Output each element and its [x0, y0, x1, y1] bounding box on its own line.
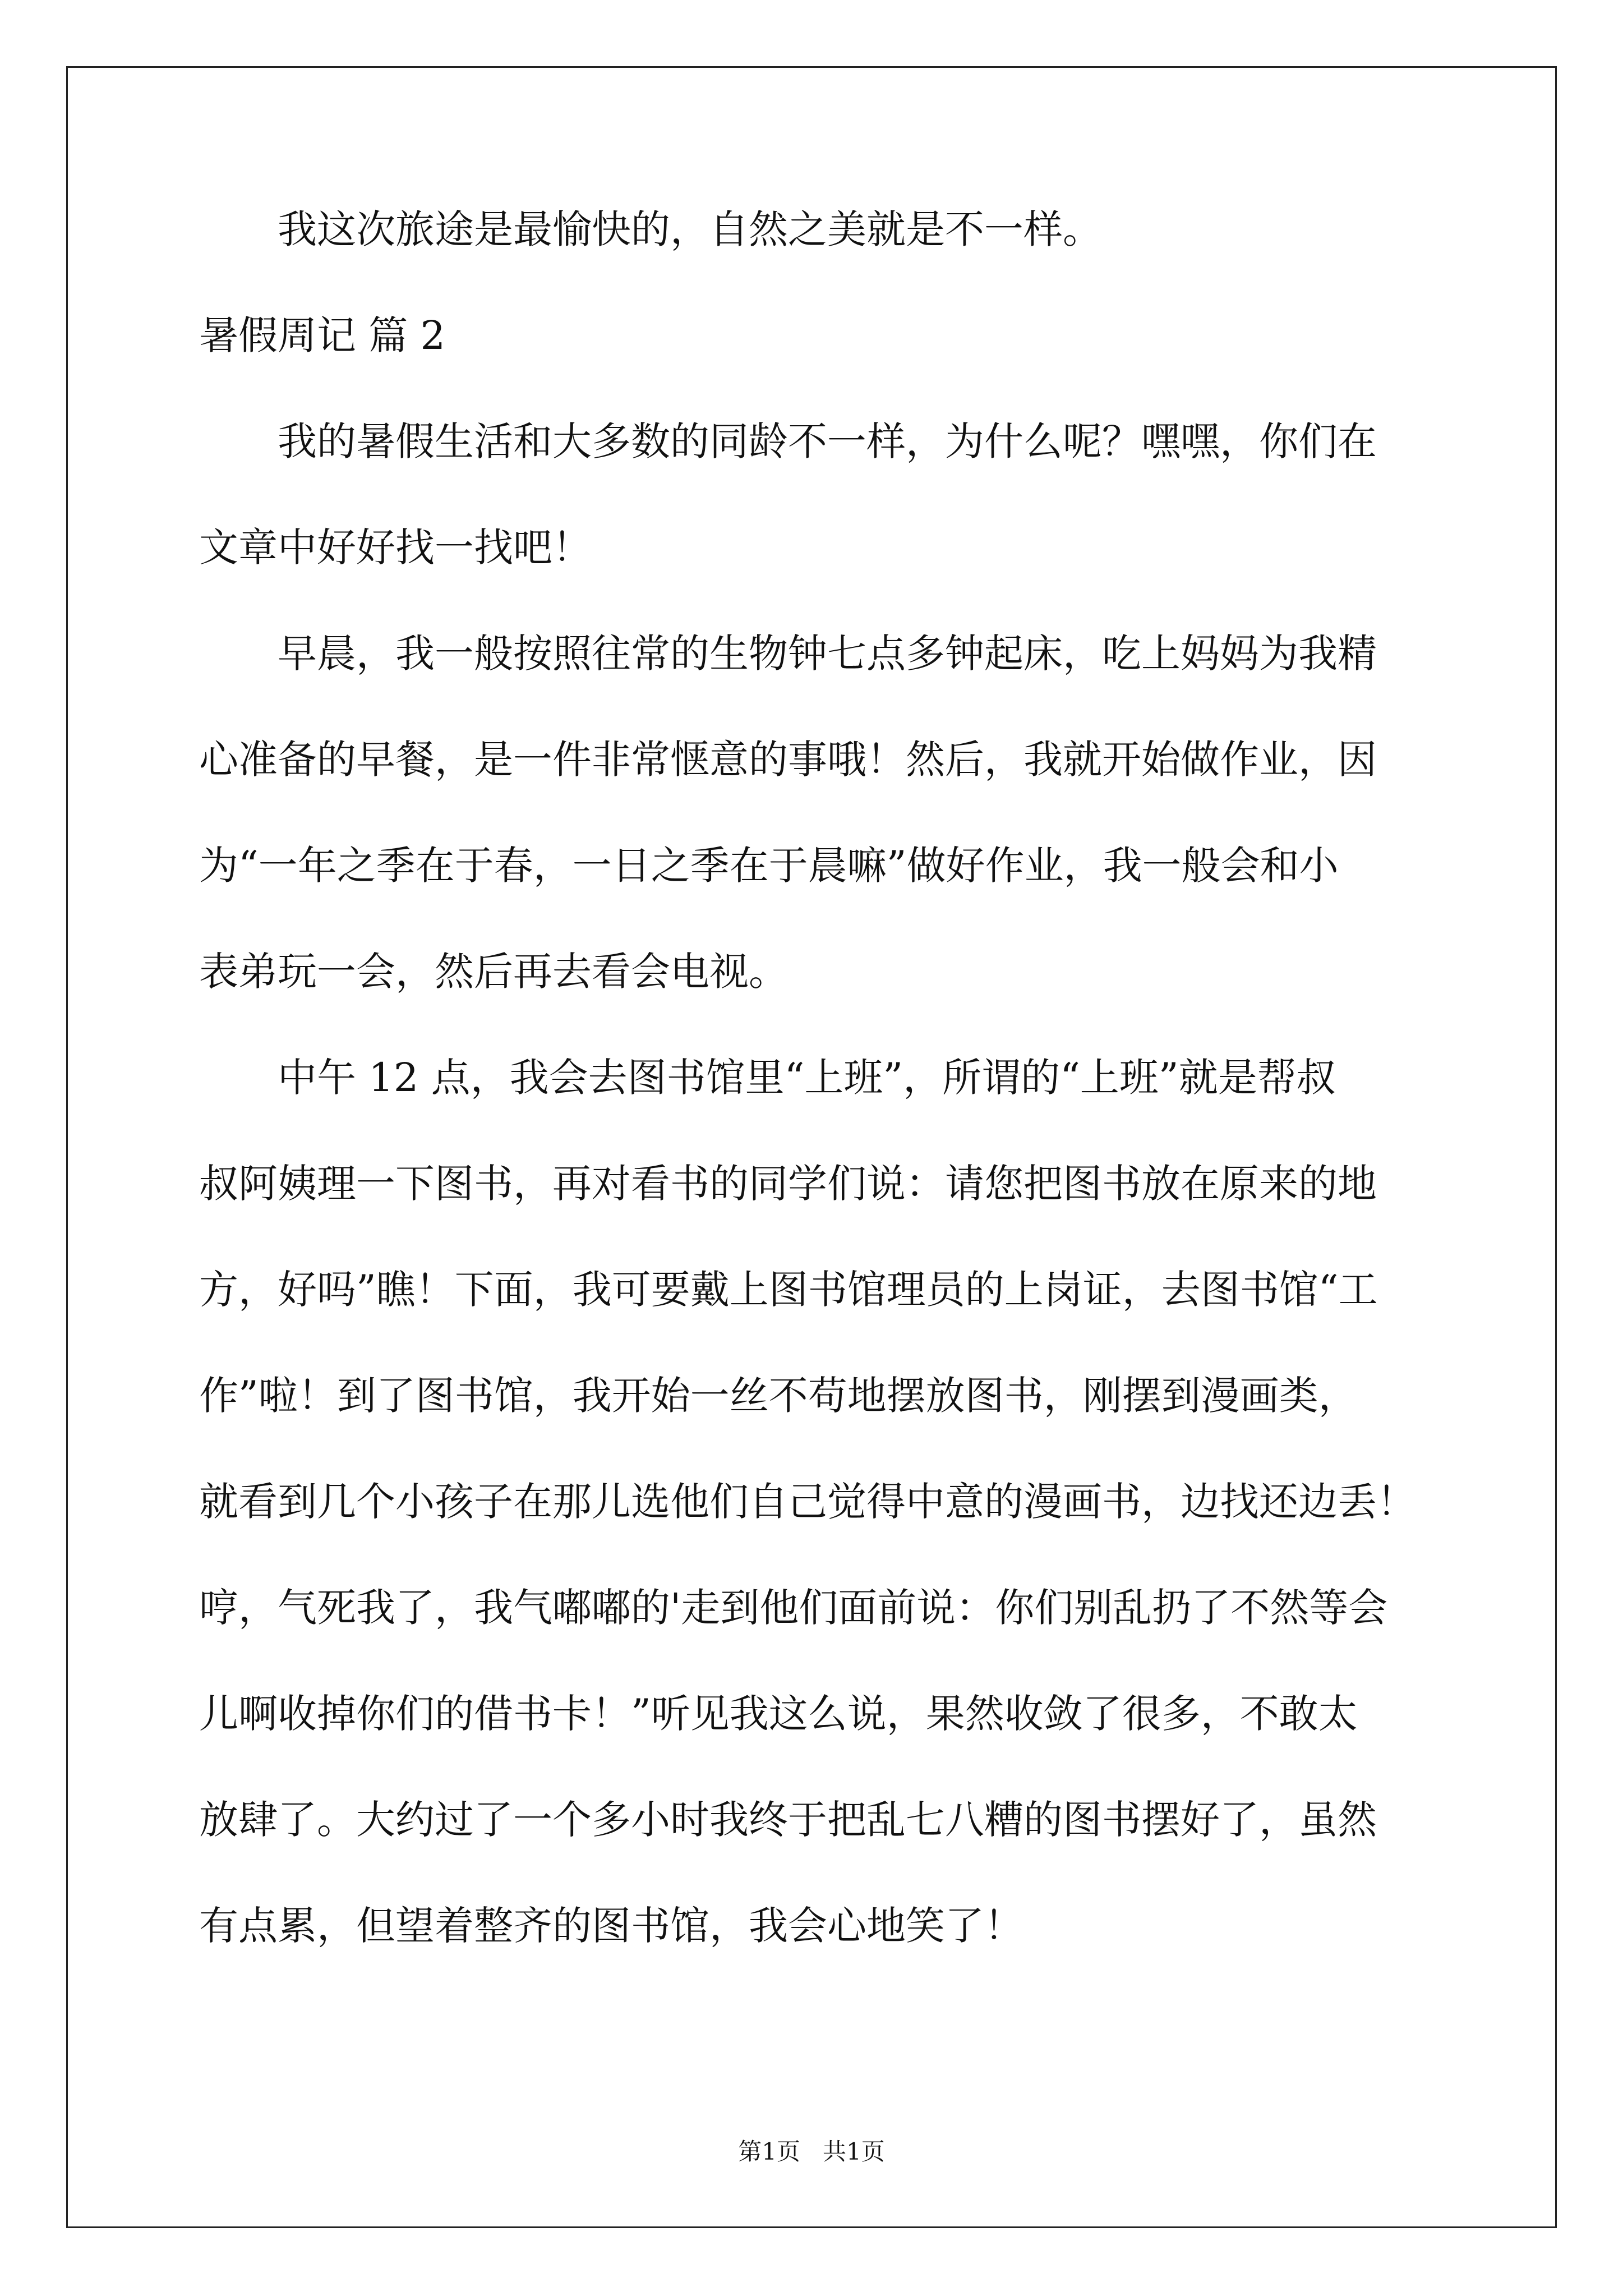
text-line: 我的暑假生活和大多数的同龄不一样，为什么呢？嘿嘿，你们在 — [199, 418, 1377, 464]
text-line: 表弟玩一会，然后再去看会电视。 — [199, 949, 788, 995]
text-line: 为“一年之季在于春，一日之季在于晨嘛”做好作业，我一般会和小 — [199, 843, 1339, 889]
text-line: 方，好吗”瞧！下面，我可要戴上图书馆理员的上岗证，去图书馆“工 — [199, 1267, 1378, 1313]
text-line: 心准备的早餐，是一件非常惬意的事哦！然后，我就开始做作业，因 — [199, 737, 1377, 783]
section-heading: 暑假周记 篇 2 — [199, 312, 446, 358]
page-footer: 第1页 共1页 — [738, 2138, 885, 2165]
text-line: 中午 12 点，我会去图书馆里“上班”，所谓的“上班”就是帮叔 — [199, 1055, 1336, 1101]
text-line: 文章中好好找一找吧！ — [199, 524, 592, 570]
text-line: 我这次旅途是最愉快的，自然之美就是不一样。 — [199, 206, 1102, 252]
text-line: 就看到几个小孩子在那儿选他们自己觉得中意的漫画书，边找还边丢！ — [199, 1479, 1416, 1525]
text-line: 儿啊收掉你们的借书卡！”听见我这么说，果然收敛了很多，不敢太 — [199, 1691, 1358, 1737]
text-line: 有点累，但望着整齐的图书馆，我会心地笑了！ — [199, 1903, 1023, 1949]
text-line: 哼，气死我了，我气嘟嘟的'走到他们面前说：你们别乱扔了不然等会 — [199, 1585, 1388, 1631]
text-line: 放肆了。大约过了一个多小时我终于把乱七八糟的图书摆好了，虽然 — [199, 1797, 1377, 1843]
text-line: 作”啦！到了图书馆，我开始一丝不苟地摆放图书，刚摆到漫画类， — [199, 1373, 1358, 1419]
text-line: 叔阿姨理一下图书，再对看书的同学们说：请您把图书放在原来的地 — [199, 1161, 1377, 1207]
text-line: 早晨，我一般按照往常的生物钟七点多钟起床，吃上妈妈为我精 — [199, 631, 1377, 677]
